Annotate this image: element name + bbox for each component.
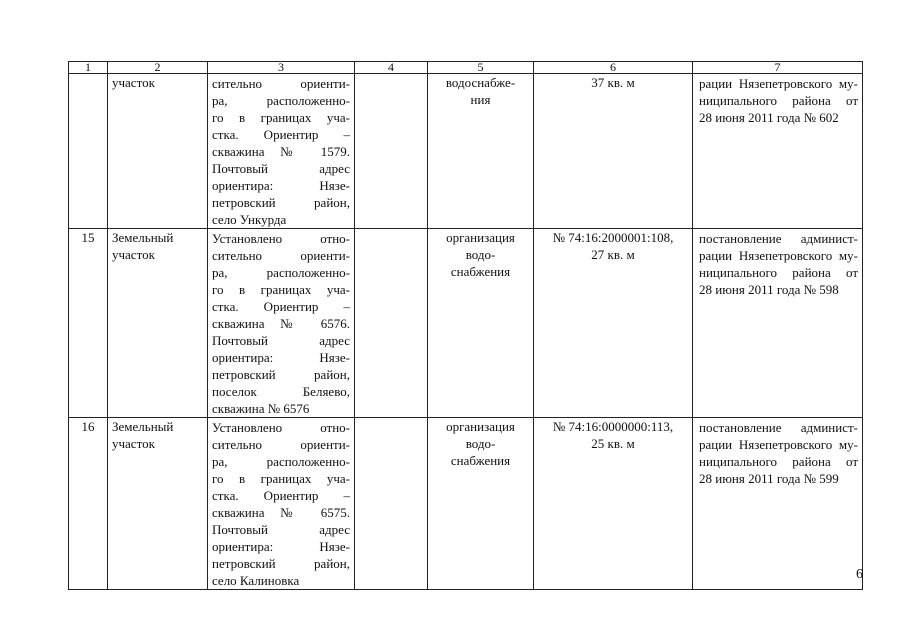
decree-cell	[693, 418, 863, 590]
text-line: № 74:16:0000000:113,	[552, 419, 674, 434]
cadastral-cell	[534, 229, 693, 418]
cadastral-cell	[534, 74, 693, 229]
text-line: постановление админист-	[699, 231, 858, 246]
text-line: 28 июня 2011 года № 599	[699, 471, 839, 486]
cadastral-cell	[534, 418, 693, 590]
text-line: петровский район,	[212, 195, 350, 210]
text-line: сительно ориенти-	[212, 248, 350, 263]
column-header-4: 4	[355, 62, 428, 74]
table-row	[69, 418, 863, 590]
text-line: организация	[446, 419, 515, 434]
column-header-3: 3	[208, 62, 355, 74]
text-line: 28 июня 2011 года № 602	[699, 110, 839, 125]
text-line: снабжения	[450, 264, 511, 279]
text-line: 27 кв. м	[591, 247, 635, 262]
text-line: Почтовый адрес	[212, 333, 350, 348]
column-header-5: 5	[428, 62, 534, 74]
location-cell	[208, 74, 355, 229]
text-line: водо-	[465, 436, 496, 451]
text-line: Установлено отно-	[212, 420, 350, 435]
text-line: го в границах уча-	[212, 282, 350, 297]
text-line: организация	[446, 230, 515, 245]
text-line: 37 кв. м	[591, 75, 635, 90]
text-line: го в границах уча-	[212, 471, 350, 486]
text-line: постановление админист-	[699, 420, 858, 435]
header-row	[69, 62, 863, 74]
text-line: поселок Беляево,	[212, 384, 350, 399]
column-header-7: 7	[693, 62, 863, 74]
decree-cell	[693, 229, 863, 418]
text-line: ориентира: Нязе-	[212, 350, 350, 365]
text-line: сительно ориенти-	[212, 76, 350, 91]
location-cell	[208, 418, 355, 590]
text-line: стка. Ориентир –	[212, 299, 350, 314]
text-line: сительно ориенти-	[212, 437, 350, 452]
text-line: Земельный	[112, 419, 174, 434]
purpose-cell	[428, 418, 534, 590]
empty-cell	[355, 418, 428, 590]
text-line: рации Нязепетровского му-	[699, 437, 858, 452]
text-line: участок	[112, 436, 155, 451]
decree-cell	[693, 74, 863, 229]
empty-cell	[355, 229, 428, 418]
column-header-6: 6	[534, 62, 693, 74]
text-line: село Калиновка	[212, 573, 300, 588]
object-type-cell	[108, 418, 208, 590]
row-number-cell: 16	[69, 418, 108, 590]
text-line: скважина № 6576.	[212, 316, 350, 331]
text-line: ния	[470, 92, 491, 107]
text-line: ниципального района от	[699, 93, 858, 108]
registry-table	[68, 61, 863, 590]
object-type-cell	[108, 229, 208, 418]
text-line: Установлено отно-	[212, 231, 350, 246]
text-line: № 74:16:2000001:108,	[552, 230, 674, 245]
table-row	[69, 229, 863, 418]
text-line: петровский район,	[212, 367, 350, 382]
text-line: Земельный	[112, 230, 174, 245]
text-line: ниципального района от	[699, 454, 858, 469]
purpose-cell	[428, 229, 534, 418]
text-line: петровский район,	[212, 556, 350, 571]
table-body	[69, 74, 863, 590]
text-line: 28 июня 2011 года № 598	[699, 282, 839, 297]
row-number-cell	[69, 74, 108, 229]
text-line: водоснабже-	[445, 75, 516, 90]
text-line: рации Нязепетровского му-	[699, 248, 858, 263]
text-line: скважина № 6575.	[212, 505, 350, 520]
text-line: участок	[112, 75, 155, 90]
text-line: село Ункурда	[212, 212, 287, 227]
text-line: Почтовый адрес	[212, 522, 350, 537]
text-line: го в границах уча-	[212, 110, 350, 125]
text-line: ра, расположенно-	[212, 93, 350, 108]
table-row	[69, 74, 863, 229]
text-line: снабжения	[450, 453, 511, 468]
text-line: рации Нязепетровского му-	[699, 76, 858, 91]
text-line: стка. Ориентир –	[212, 488, 350, 503]
text-line: ниципального района от	[699, 265, 858, 280]
text-line: ра, расположенно-	[212, 454, 350, 469]
purpose-cell	[428, 74, 534, 229]
text-line: участок	[112, 247, 155, 262]
text-line: 25 кв. м	[591, 436, 635, 451]
text-line: ориентира: Нязе-	[212, 178, 350, 193]
empty-cell	[355, 74, 428, 229]
column-header-1: 1	[69, 62, 108, 74]
text-line: Почтовый адрес	[212, 161, 350, 176]
column-header-2: 2	[108, 62, 208, 74]
text-line: стка. Ориентир –	[212, 127, 350, 142]
text-line: скважина № 1579.	[212, 144, 350, 159]
text-line: скважина № 6576	[212, 401, 310, 416]
text-line: ориентира: Нязе-	[212, 539, 350, 554]
row-number-cell: 15	[69, 229, 108, 418]
location-cell	[208, 229, 355, 418]
text-line: водо-	[465, 247, 496, 262]
object-type-cell	[108, 74, 208, 229]
page-number: 6	[856, 567, 863, 582]
text-line: ра, расположенно-	[212, 265, 350, 280]
